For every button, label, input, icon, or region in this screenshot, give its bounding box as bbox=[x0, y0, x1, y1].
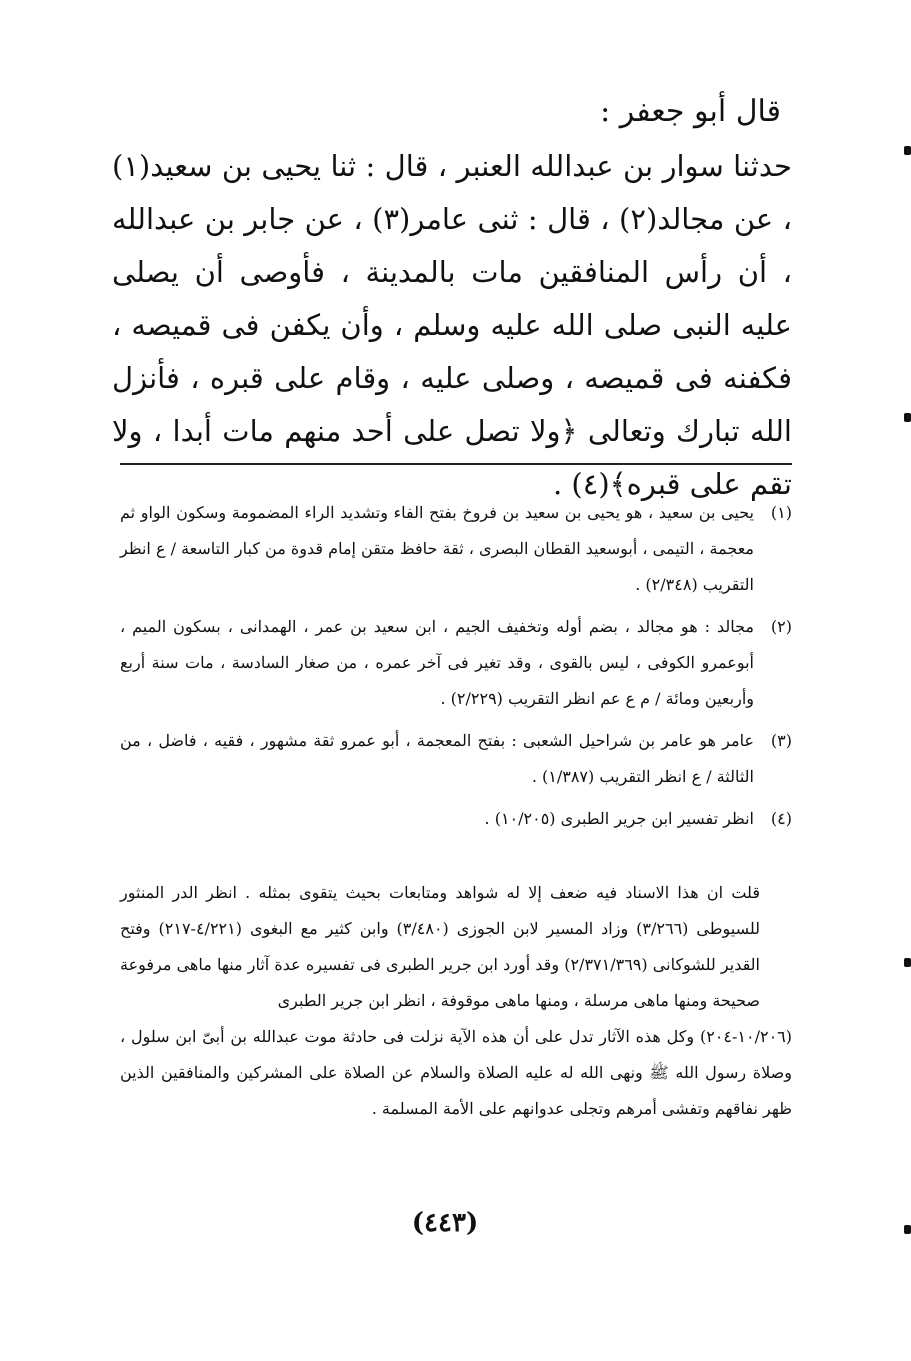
main-text bbox=[112, 140, 792, 511]
footnotes bbox=[120, 495, 792, 843]
footnote-4 bbox=[120, 801, 792, 837]
footnote-text: انظر تفسير ابن جرير الطبرى (١٠/٢٠٥) . bbox=[484, 809, 754, 828]
editor-note bbox=[120, 875, 792, 1127]
footnote-number: (١) bbox=[770, 503, 792, 522]
main-paragraph: حدثنا سوار بن عبدالله العنبر ، قال : ثنا يحيى بن سعيد(١) ، عن مجالد(٢) ، قال : ثنى عامر(٣) ، عن جابر بن عبدالله ، أن رأس المنافقين مات بالمدينة ، فأوصى أن يصلى عليه النبى صلى الله عليه وسلم ، وأن يكفن فى قميصه ، فكفنه فى قميصه ، وصلى عليه ، وقام على قبره ، فأنزل الله تبارك وتعالى ﴿ولا تصل على أحد منهم مات أبدا ، ولا تقم على قبره﴾(٤) . bbox=[112, 149, 792, 501]
footnote-text: عامر هو عامر بن شراحيل الشعبى : بفتح المعجمة ، أبو عمرو ثقة مشهور ، فقيه ، فاضل ، من الثالثة / ع انظر التقريب (١/٣٨٧) . bbox=[120, 731, 754, 786]
footnote-number: (٣) bbox=[770, 731, 792, 750]
scan-mark bbox=[904, 1225, 911, 1234]
footnote-1 bbox=[120, 495, 792, 603]
footnote-3 bbox=[120, 723, 792, 795]
page-number: (٤٤٣) bbox=[411, 1208, 479, 1238]
footnote-number: (٤) bbox=[770, 809, 792, 828]
heading: قال أبو جعفر : bbox=[600, 94, 781, 129]
note-paragraph: قلت ان هذا الاسناد فيه ضعف إلا له شواهد ومتابعات بحيث يتقوى بمثله . انظر الدر المنثور للسيوطى (٣/٢٦٦) وزاد المسير لابن الجوزى (٣/٤٨٠) وابن كثير مع البغوى (٤/٢٢١-٢١٧) وفتح القدير للشوكانى (٢/٣٧١/٣٦٩) وقد أورد ابن جرير الطبرى فى تفسيره عدة آثار منها ماهى مرفوعة صحيحة ومنها ماهى مرسلة ، ومنها ماهى موقوفة ، انظر ابن جرير الطبرى bbox=[120, 883, 761, 1010]
footnote-text: مجالد : هو مجالد ، بضم أوله وتخفيف الجيم ، ابن سعيد بن عمر ، الهمدانى ، بسكون الميم ، أبوعمرو الكوفى ، ليس بالقوى ، وقد تغير فى آخر عمره ، من صغار السادسة ، مات سنة أربع وأربعين ومائة / م ع عم انظر التقريب (٢/٢٢٩) . bbox=[120, 617, 755, 708]
scan-mark bbox=[904, 958, 911, 967]
footnote-number: (٢) bbox=[770, 617, 792, 636]
footnote-separator bbox=[120, 463, 792, 465]
scan-mark bbox=[904, 413, 911, 422]
footnote-2 bbox=[120, 609, 792, 717]
scan-mark bbox=[904, 146, 911, 155]
note-paragraph: (١٠/٢٠٦-٢٠٤) وكل هذه الآثار تدل على أن هذه الآية نزلت فى حادثة موت عبدالله بن أبىّ ابن سلول ، وصلاة رسول الله ﷺ ونهى الله له عليه الصلاة والسلام عن الصلاة على المشركين والمنافقين الذين ظهر نفاقهم وتفشى أمرهم وتجلى عدوانهم على الأمة المسلمة . bbox=[120, 1027, 792, 1118]
footnote-text: يحيى بن سعيد ، هو يحيى بن سعيد بن فروخ بفتح الفاء وتشديد الراء المضمومة وسكون الواو ثم معجمة ، التيمى ، أبوسعيد القطان البصرى ، ثقة حافظ متقن إمام قدوة من كبار التاسعة / ع انظر التقريب (٢/٣٤٨) . bbox=[120, 503, 754, 594]
